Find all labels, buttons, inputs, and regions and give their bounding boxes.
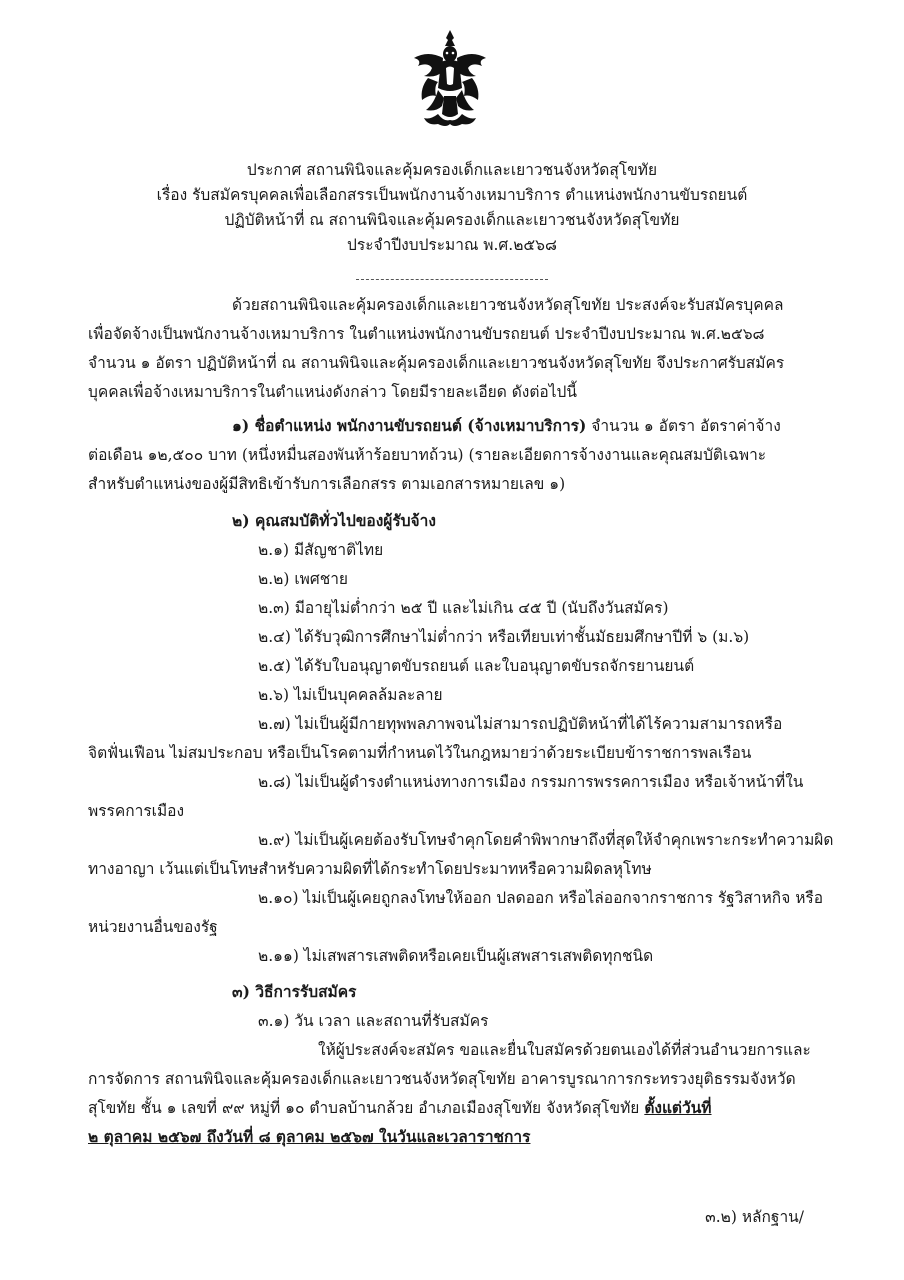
qualification-item: ๒.๒) เพศชาย <box>258 570 348 588</box>
section-1-position <box>232 414 781 438</box>
continuation-footer: ๓.๒) หลักฐาน/ <box>705 1208 804 1226</box>
application-paragraph <box>88 1096 712 1120</box>
intro-line: เพื่อจัดจ้างเป็นพนักงานจ้างเหมาบริการ ในตำแหน่งพนักงานขับรถยนต์ ประจำปีงบประมาณ พ.ศ.๒๕๖๘ <box>88 325 765 343</box>
header-location: ปฏิบัติหน้าที่ ณ สถานพินิจและคุ้มครองเด็กและเยาวชนจังหวัดสุโขทัย <box>224 211 680 229</box>
garuda-emblem-icon <box>408 28 492 132</box>
header-divider <box>356 279 548 280</box>
section-1-title: ๑) ชื่อตำแหน่ง พนักงานขับรถยนต์ (จ้างเหมาบริการ) <box>232 416 587 435</box>
header-fiscal-year: ประจำปีงบประมาณ พ.ศ.๒๕๖๘ <box>347 236 557 254</box>
qualification-item-continued: พรรคการเมือง <box>88 802 185 820</box>
qualification-item: ๒.๘) ไม่เป็นผู้ดำรงตำแหน่งทางการเมือง กรรมการพรรคการเมือง หรือเจ้าหน้าที่ใน <box>258 773 804 791</box>
qualification-item-continued: ทางอาญา เว้นแต่เป็นโทษสำหรับความผิดที่ได้กระทำโดยประมาทหรือความผิดลหุโทษ <box>88 860 652 878</box>
section-3-subtitle: ๓.๑) วัน เวลา และสถานที่รับสมัคร <box>258 1012 489 1030</box>
section-1-line: ต่อเดือน ๑๒,๕๐๐ บาท (หนึ่งหมื่นสองพันห้าร้อยบาทถ้วน) (รายละเอียดการจ้างงานและคุณสมบัติเฉพาะ <box>88 446 767 464</box>
qualification-item: ๒.๗) ไม่เป็นผู้มีกายทุพพลภาพจนไม่สามารถปฏิบัติหน้าที่ได้ไร้ความสามารถหรือ <box>258 715 783 733</box>
qualification-item: ๒.๑๐) ไม่เป็นผู้เคยถูกลงโทษให้ออก ปลดออก หรือไล่ออกจากราชการ รัฐวิสาหกิจ หรือ <box>258 889 824 907</box>
qualification-item: ๒.๕) ได้รับใบอนุญาตขับรถยนต์ และใบอนุญาตขับรถจักรยานยนต์ <box>258 657 695 675</box>
qualification-item: ๒.๑๑) ไม่เสพสารเสพติดหรือเคยเป็นผู้เสพสารเสพติดทุกชนิด <box>258 947 654 965</box>
application-date-range: ๒ ตุลาคม ๒๕๖๗ ถึงวันที่ ๘ ตุลาคม ๒๕๖๗ ในวันและเวลาราชการ <box>88 1127 531 1146</box>
qualification-item-continued: หน่วยงานอื่นของรัฐ <box>88 918 218 936</box>
application-date-start: ตั้งแต่วันที่ <box>644 1098 712 1117</box>
qualification-item-continued: จิตฟั่นเฟือน ไม่สมประกอบ หรือเป็นโรคตามที่กำหนดไว้ในกฎหมายว่าด้วยระเบียบข้าราชการพลเรือน <box>88 744 752 762</box>
qualification-item: ๒.๙) ไม่เป็นผู้เคยต้องรับโทษจำคุกโดยคำพิพากษาถึงที่สุดให้จำคุกเพราะกระทำความผิด <box>258 831 834 849</box>
application-paragraph: การจัดการ สถานพินิจและคุ้มครองเด็กและเยาวชนจังหวัดสุโขทัย อาคารบูรณาการกระทรวงยุติธรรมจังหวัด <box>88 1070 796 1088</box>
intro-line: จำนวน ๑ อัตรา ปฏิบัติหน้าที่ ณ สถานพินิจและคุ้มครองเด็กและเยาวชนจังหวัดสุโขทัย จึงประกาศรับสมัคร <box>88 354 785 372</box>
section-3-title: ๓) วิธีการรับสมัคร <box>232 982 357 1001</box>
header-title: ประกาศ สถานพินิจและคุ้มครองเด็กและเยาวชนจังหวัดสุโขทัย <box>246 161 658 179</box>
section-1-line: สำหรับตำแหน่งของผู้มีสิทธิเข้ารับการเลือกสรร ตามเอกสารหมายเลข ๑) <box>88 475 566 493</box>
section-1-count: จำนวน ๑ อัตรา อัตราค่าจ้าง <box>586 417 781 435</box>
qualification-item: ๒.๖) ไม่เป็นบุคคลล้มละลาย <box>258 686 443 704</box>
intro-line: บุคคลเพื่อจ้างเหมาบริการในตำแหน่งดังกล่าว โดยมีรายละเอียด ดังต่อไปนี้ <box>88 383 577 401</box>
header-subject: เรื่อง รับสมัครบุคคลเพื่อเลือกสรรเป็นพนักงานจ้างเหมาบริการ ตำแหน่งพนักงานขับรถยนต์ <box>156 186 748 204</box>
qualification-item: ๒.๔) ได้รับวุฒิการศึกษาไม่ต่ำกว่า หรือเทียบเท่าชั้นมัธยมศึกษาปีที่ ๖ (ม.๖) <box>258 628 750 646</box>
qualification-item: ๒.๑) มีสัญชาติไทย <box>258 541 384 559</box>
qualification-item: ๒.๓) มีอายุไม่ต่ำกว่า ๒๕ ปี และไม่เกิน ๔๕ ปี (นับถึงวันสมัคร) <box>258 599 669 617</box>
announcement-header <box>0 158 904 258</box>
intro-line: ด้วยสถานพินิจและคุ้มครองเด็กและเยาวชนจังหวัดสุโขทัย ประสงค์จะรับสมัครบุคคล <box>232 296 784 314</box>
application-paragraph: ให้ผู้ประสงค์จะสมัคร ขอและยื่นใบสมัครด้วยตนเองได้ที่ส่วนอำนวยการและ <box>318 1041 811 1059</box>
application-address: สุโขทัย ชั้น ๑ เลขที่ ๙๙ หมู่ที่ ๑๐ ตำบลบ้านกล้วย อำเภอเมืองสุโขทัย จังหวัดสุโขทัย <box>88 1099 645 1117</box>
section-2-title: ๒) คุณสมบัติทั่วไปของผู้รับจ้าง <box>232 511 436 530</box>
